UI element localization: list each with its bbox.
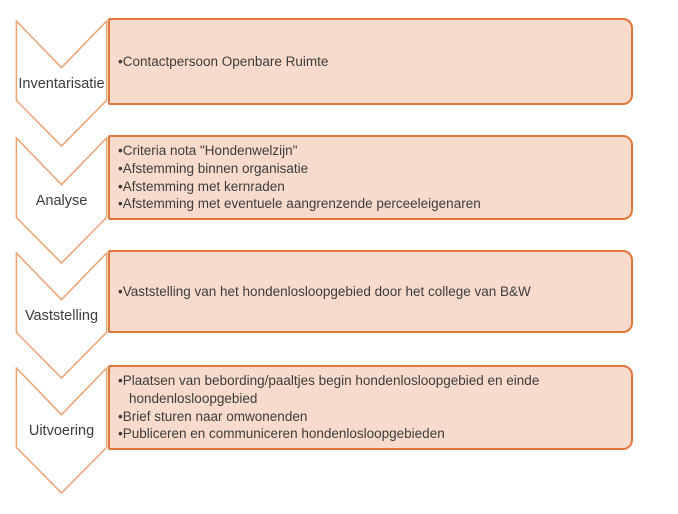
bullet-item: • Publiceren en communiceren hondenlosloopgebieden [118, 425, 617, 443]
step-label: Vaststelling [24, 308, 99, 324]
step-bullets [118, 283, 617, 301]
step-box [108, 135, 633, 220]
bullet-item: • Plaatsen van bebording/paaltjes begin hondenlosloopgebied en einde hondenlosloopgebied [118, 372, 617, 408]
bullet-item: • Afstemming met eventuele aangrenzende perceeleigenaren [118, 195, 617, 213]
step-bullets [118, 142, 617, 213]
step-bullets [118, 53, 617, 71]
step-box [108, 365, 633, 450]
bullet-item: • Brief sturen naar omwonenden [118, 408, 617, 426]
bullet-item: • Contactpersoon Openbare Ruimte [118, 53, 617, 71]
bullet-item: • Afstemming met kernraden [118, 178, 617, 196]
step-bullets [118, 372, 617, 443]
bullet-item: • Afstemming binnen organisatie [118, 160, 617, 178]
step-label: Analyse [35, 193, 88, 209]
bullet-item: • Criteria nota "Hondenwelzijn" [118, 142, 617, 160]
step-box [108, 18, 633, 105]
bullet-item: • Vaststelling van het hondenlosloopgebied door het college van B&W [118, 283, 617, 301]
step-label: Inventarisatie [18, 76, 105, 92]
step-label: Uitvoering [28, 423, 95, 439]
step-box [108, 250, 633, 333]
